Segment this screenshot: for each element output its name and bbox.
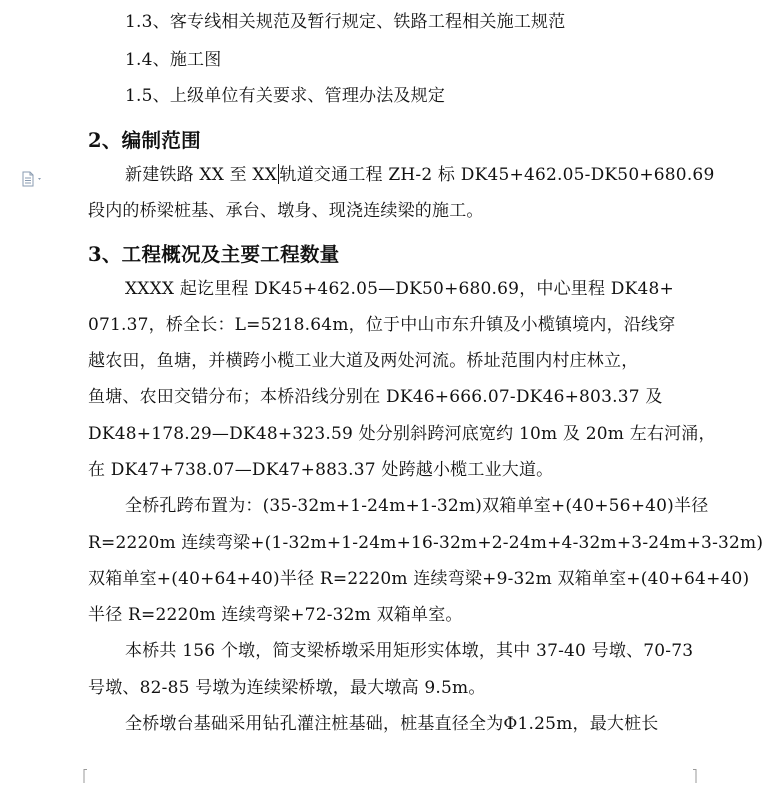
overview-p1-line-2: 071.37，桥全长：L=5218.64m，位于中山市东升镇及小榄镇境内，沿线穿 <box>88 315 676 335</box>
scope-line-1-start: 新建铁路 XX 至 XX <box>125 165 278 185</box>
scope-line-1-end: 轨道交通工程 ZH-2 标 DK45+462.05-DK50+680.69 <box>279 165 715 185</box>
overview-p2-line-4: 半径 R=2220m 连续弯梁+72-32m 双箱单室。 <box>88 605 463 625</box>
overview-p2-line-2: R=2220m 连续弯梁+(1-32m+1-24m+16-32m+2-24m+4-32m+3-24m+3-32m) <box>88 533 764 553</box>
overview-p1-line-1: XXXX 起讫里程 DK45+462.05—DK50+680.69，中心里程 DK48+ <box>125 279 675 299</box>
overview-p2-line-3: 双箱单室+(40+64+40)半径 R=2220m 连续弯梁+9-32m 双箱单室+(40+64+40) <box>88 569 750 589</box>
document-options-icon[interactable] <box>20 171 46 187</box>
overview-p1-line-5: DK48+178.29—DK48+323.59 处分别斜跨河底宽约 10m 及 20m 左右河涌， <box>88 424 716 444</box>
overview-p4-line-1: 全桥墩台基础采用钻孔灌注桩基础，桩基直径全为Φ1.25m，最大桩长 <box>125 714 659 734</box>
overview-p3-line-1: 本桥共 156 个墩，简支梁桥墩采用矩形实体墩，其中 37-40 号墩、70-73 <box>125 641 694 661</box>
scope-line-1 <box>125 164 714 186</box>
page-corner-right-icon <box>692 768 716 782</box>
section-heading-scope: 2、编制范围 <box>88 129 201 152</box>
overview-p2-line-1: 全桥孔跨布置为：(35-32m+1-24m+1-32m)双箱单室+(40+56+40)半径 <box>125 496 709 516</box>
overview-p1-line-4: 鱼塘、农田交错分布；本桥沿线分别在 DK46+666.07-DK46+803.37 及 <box>88 387 663 407</box>
overview-p1-line-3: 越农田，鱼塘，并横跨小榄工业大道及两处河流。桥址范围内村庄林立， <box>88 351 639 371</box>
scope-line-2: 段内的桥梁桩基、承台、墩身、现浇连续梁的施工。 <box>88 201 484 221</box>
list-item-1-5: 1.5、上级单位有关要求、管理办法及规定 <box>125 86 446 106</box>
list-item-1-4: 1.4、施工图 <box>125 50 222 70</box>
overview-p3-line-2: 号墩、82-85 号墩为连续梁桥墩，最大墩高 9.5m。 <box>88 678 486 698</box>
list-item-1-3: 1.3、客专线相关规范及暂行规定、铁路工程相关施工规范 <box>125 12 566 32</box>
overview-p1-line-6: 在 DK47+738.07—DK47+883.37 处跨越小榄工业大道。 <box>88 460 554 480</box>
page-corner-left-icon <box>64 768 88 782</box>
section-heading-overview: 3、工程概况及主要工程数量 <box>88 243 340 266</box>
